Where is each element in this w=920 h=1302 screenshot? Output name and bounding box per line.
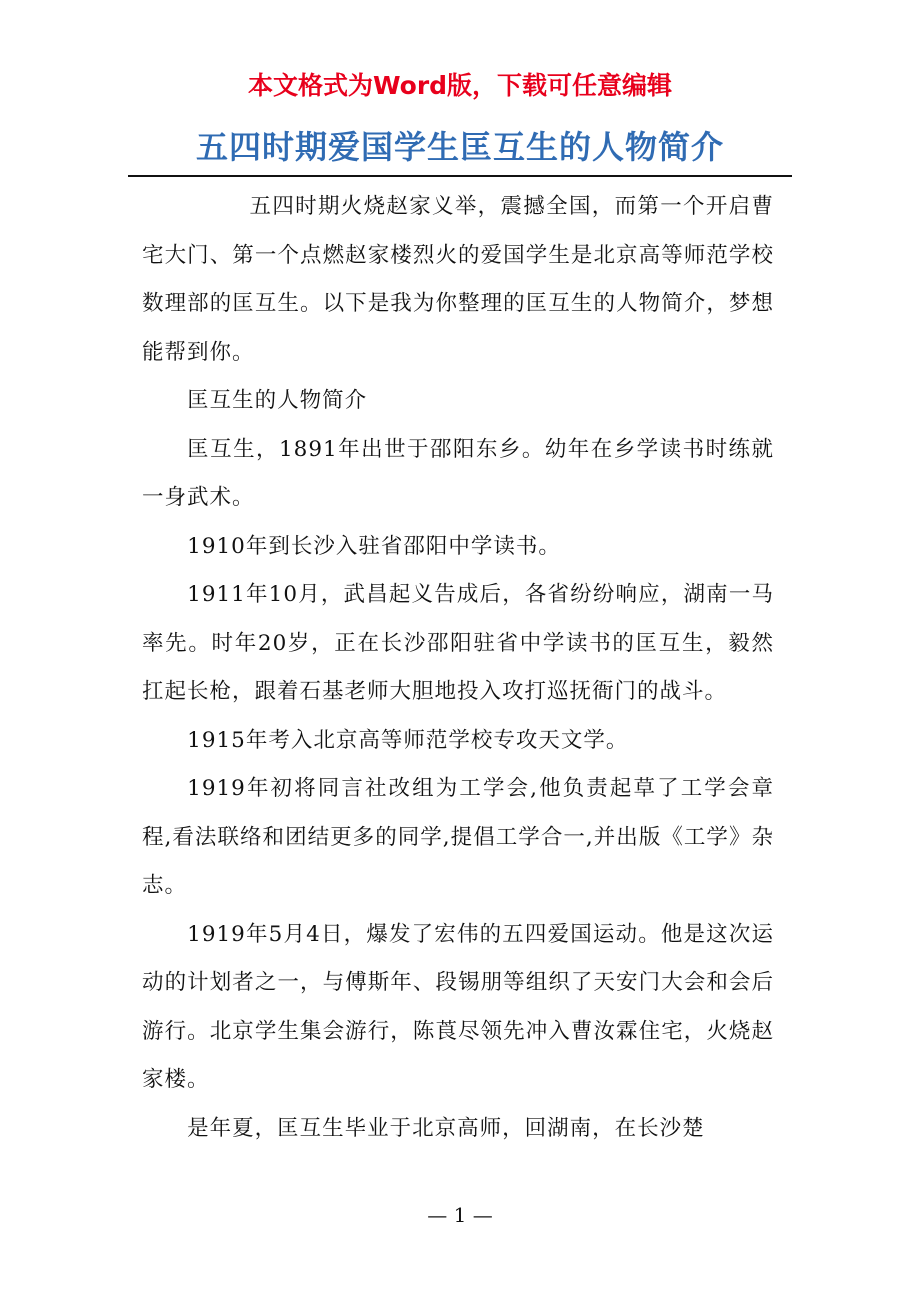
document-body	[142, 183, 774, 1153]
page-number: — 1 —	[427, 1203, 493, 1227]
title-rule	[128, 175, 792, 177]
paragraph: 1919年5月4日，爆发了宏伟的五四爱国运动。他是这次运动的计划者之一，与傅斯年、段锡朋等组织了天安门大会和会后游行。北京学生集会游行，陈莨尽领先冲入曹汝霖住宅，火烧赵家楼。	[142, 921, 774, 1092]
paragraph: 1915年考入北京高等师范学校专攻天文学。	[187, 727, 629, 753]
format-banner: 本文格式为Word版，下载可任意编辑	[247, 71, 673, 100]
paragraph: 匡互生，1891年出世于邵阳东乡。幼年在乡学读书时练就一身武术。	[142, 436, 774, 510]
paragraph: 1910年到长沙入驻省邵阳中学读书。	[187, 533, 561, 559]
paragraph: 是年夏，匡互生毕业于北京高师，回湖南，在长沙楚	[187, 1115, 705, 1141]
paragraph: 1911年10月，武昌起义告成后，各省纷纷响应，湖南一马率先。时年20岁，正在长沙邵阳驻省中学读书的匡互生，毅然扛起长枪，跟着石基老师大胆地投入攻打巡抚衙门的战斗。	[142, 582, 774, 704]
section-heading: 匡互生的人物简介	[187, 388, 368, 413]
paragraph: 五四时期火烧赵家义举，震撼全国，而第一个开启曹宅大门、第一个点燃赵家楼烈火的爱国学生是北京高等师范学校数理部的匡互生。以下是我为你整理的匡互生的人物简介，梦想能帮到你。	[142, 194, 774, 365]
page-title: 五四时期爱国学生匡互生的人物简介	[195, 128, 724, 166]
paragraph: 1919年初将同言社改组为工学会,他负责起草了工学会章程,看法联络和团结更多的同学,提倡工学合一,并出版《工学》杂志。	[142, 776, 774, 898]
